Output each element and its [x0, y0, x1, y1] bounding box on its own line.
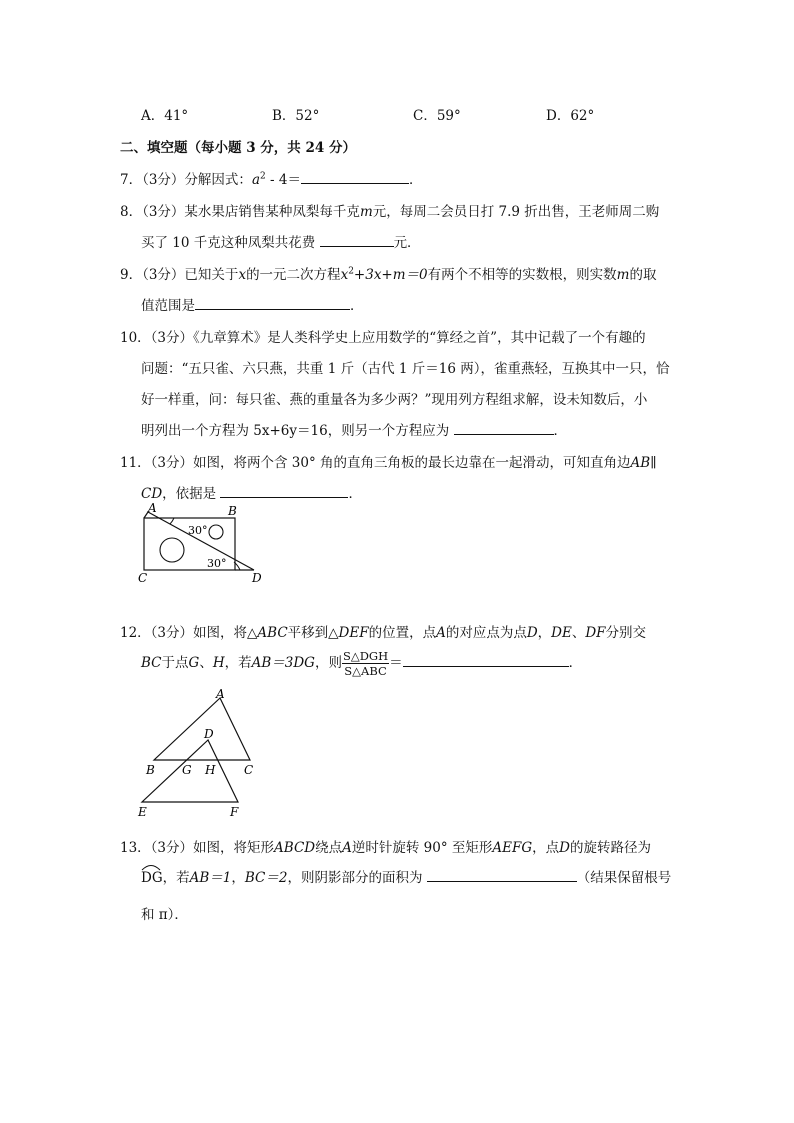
q12-label-h: H [205, 763, 216, 777]
q11-angle-label-2: 30° [207, 557, 227, 570]
question-13-line1 [120, 836, 651, 856]
q13-text: 逆时针旋转 90° 至矩形 [351, 840, 493, 856]
question-12-line1 [120, 621, 646, 641]
question-8-line1 [120, 200, 659, 220]
q12-de: DE [551, 625, 572, 641]
q7-points: （3分） [142, 172, 185, 188]
q11-angle-label-1: 30° [188, 524, 208, 537]
q12-def: DEF [338, 625, 369, 641]
q12-answer-blank[interactable] [403, 654, 569, 667]
q8-var-m: m [359, 204, 373, 220]
q12-text: 的位置，点 [368, 625, 437, 641]
q11-label-b: B [228, 504, 237, 518]
q12-bc: BC [141, 655, 162, 671]
q13-abcd: ABCD [274, 840, 316, 856]
q13-point-a: A [342, 840, 352, 856]
q9-end: ． [350, 298, 364, 314]
section-title: 二、填空题（每小题 3 分，共 24 分） [120, 140, 356, 156]
option-b: B．52° [272, 108, 320, 124]
q9-answer-blank[interactable] [195, 297, 350, 310]
q12-label-a: A [216, 687, 225, 701]
q12-frac-numerator: S△DGH [342, 649, 389, 663]
q13-bc-value: BC＝2 [244, 870, 288, 886]
q11-circle-small [209, 525, 223, 539]
q7-expr-rest: - 4＝ [265, 172, 301, 188]
q8-text: 8．（3分）某水果店销售某种凤梨每千克 [120, 204, 360, 220]
q12-condition: AB＝3DG [251, 655, 315, 671]
q12-point-h: H [212, 655, 225, 671]
q7-exponent: 2 [260, 171, 266, 182]
q9-text: 的一元二次方程 [246, 267, 341, 283]
q12-sep: 、 [571, 625, 586, 641]
q12-text: 的对应点为点 [445, 625, 527, 641]
q8-text: 元，每周二会员日打 7.9 折出售，王老师周二购 [372, 204, 660, 220]
q12-figure [130, 682, 260, 822]
q11-text: ，依据是 [162, 486, 221, 502]
q8-answer-blank[interactable] [320, 234, 394, 247]
q11-parallel: ∥ [650, 455, 657, 471]
arc-icon [141, 863, 161, 871]
q12-text: 平移到△ [287, 625, 339, 641]
q12-equals: ＝ [389, 655, 403, 671]
q11-figure [132, 500, 272, 588]
q13-answer-blank[interactable] [427, 869, 577, 882]
q12-label-b: B [146, 763, 155, 777]
q9-var-m: m [616, 267, 630, 283]
q11-cd: CD [141, 486, 163, 502]
q12-label-f: F [230, 805, 239, 819]
q12-frac-denominator: S△ABC [344, 664, 387, 678]
q12-label-e: E [138, 805, 147, 819]
question-10-line4 [141, 419, 567, 439]
q7-answer-blank[interactable] [301, 171, 409, 184]
option-a: A．41° [141, 108, 189, 124]
q11-label-d: D [252, 571, 262, 585]
q11-text: 11．（3分）如图，将两个含 30° 角的直角三角板的最长边靠在一起滑动，可知直角边 [120, 455, 631, 471]
q9-var-x: x [238, 267, 247, 283]
q11-end: ． [348, 486, 362, 502]
q11-angle-arc-a [170, 518, 174, 524]
q12-label-d: D [204, 727, 214, 741]
question-11-line2 [141, 482, 362, 502]
q13-sep: ， [231, 870, 245, 886]
q8-unit: 元． [393, 235, 421, 251]
question-10-line3: 好一样重，问：每只雀、燕的重量各为多少两？”现用列方程组求解，设未知数后，小 [141, 392, 648, 408]
q12-point-g: G [188, 655, 200, 671]
q8-text: 买了 10 千克这种凤梨共花费 [141, 235, 320, 251]
q11-ab: AB [630, 455, 651, 471]
q9-text: 的取 [629, 267, 657, 283]
q9-eq-x: x [340, 267, 349, 283]
q9-eq-exponent: 2 [348, 266, 354, 277]
option-c: C．59° [413, 108, 461, 124]
question-12-line2 [141, 647, 582, 679]
q12-text: 12．（3分）如图，将△ [120, 625, 258, 641]
q9-equation: +3x+m＝0 [353, 267, 428, 283]
q12-text: 分别交 [605, 625, 647, 641]
q13-text: ，点 [532, 840, 560, 856]
q13-text: 的旋转路径为 [569, 840, 651, 856]
q7-number: 7． [120, 172, 143, 188]
question-8-line2 [141, 231, 421, 251]
question-9-line2 [141, 294, 364, 314]
q13-aefg: AEFG [492, 840, 533, 856]
q13-ab-value: AB＝1 [189, 870, 232, 886]
q12-abc: ABC [257, 625, 288, 641]
q12-point-d: D [526, 625, 538, 641]
q12-sep: 、 [199, 655, 213, 671]
q13-text: （结果保留根号 [576, 870, 672, 886]
q12-text: 于点 [161, 655, 189, 671]
question-9-line1 [120, 263, 656, 283]
q10-end: ． [553, 423, 567, 439]
q13-text: ，若 [162, 870, 190, 886]
q7-text: 分解因式： [184, 172, 252, 188]
q12-df: DF [585, 625, 606, 641]
q11-label-a: A [148, 501, 157, 515]
question-10-line1: 10．（3分）《九章算术》是人类科学史上应用数学的“算经之首”，其中记载了一个有趣的 [120, 330, 646, 346]
question-7 [120, 168, 422, 188]
q11-answer-blank[interactable] [220, 485, 348, 498]
q12-text: ，若 [224, 655, 252, 671]
q12-label-g: G [182, 763, 192, 777]
q12-text: ， [537, 625, 552, 641]
q12-point-a: A [436, 625, 446, 641]
q10-answer-blank[interactable] [454, 422, 554, 435]
q13-text: ，则阴影部分的面积为 [287, 870, 427, 886]
q12-text: ，则 [314, 655, 342, 671]
q12-end: ． [568, 655, 583, 671]
q13-text: 绕点 [315, 840, 343, 856]
q13-arc-label: DG [141, 870, 163, 886]
question-13-line2 [141, 866, 671, 886]
q13-text: 13．（3分）如图，将矩形 [120, 840, 275, 856]
q9-text: 有两个不相等的实数根，则实数 [427, 267, 617, 283]
question-13-line3: 和 π）． [141, 907, 188, 923]
q9-text: 值范围是 [141, 298, 195, 314]
q13-arc-notation [141, 870, 163, 886]
question-10-line2: 问题：“五只雀、六只燕，共重 1 斤（古代 1 斤＝16 两），雀重燕轻，互换其中一只，恰 [141, 361, 670, 377]
q12-label-c: C [244, 763, 254, 777]
q11-label-c: C [138, 571, 148, 585]
q12-triangle-abc [154, 698, 250, 760]
q10-text: 明列出一个方程为 5x+6y＝16，则另一个方程应为 [141, 423, 454, 439]
q12-fraction [342, 649, 389, 678]
q7-var-a: a [251, 172, 260, 188]
option-d: D．62° [546, 108, 595, 124]
q13-point-d: D [559, 840, 570, 856]
q11-circle-large [160, 538, 184, 562]
question-11-line1 [120, 451, 656, 471]
q7-end: ． [408, 172, 423, 188]
q9-text: 9．（3分）已知关于 [120, 267, 239, 283]
